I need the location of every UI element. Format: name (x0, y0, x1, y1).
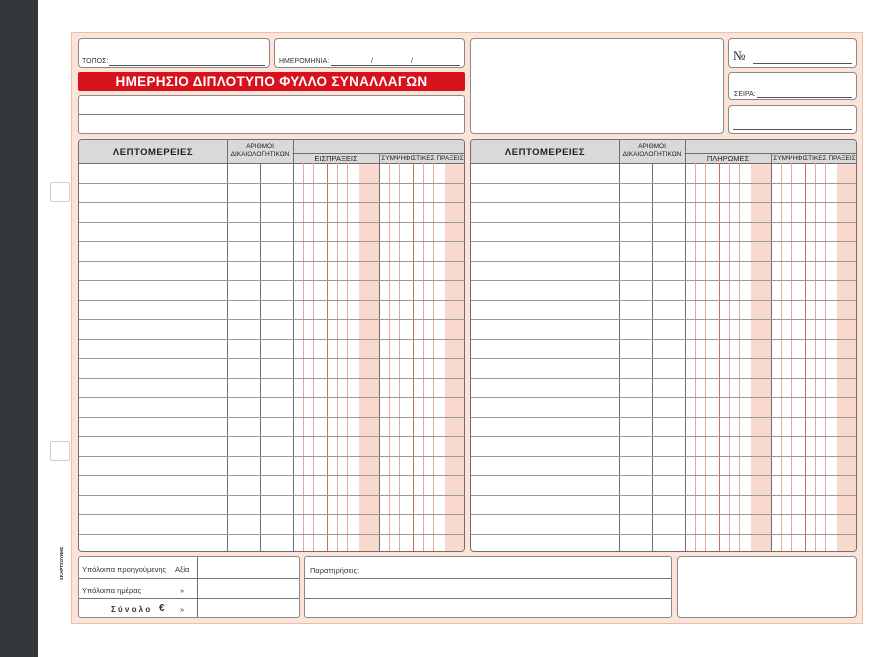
ledger-row-line (471, 397, 856, 398)
day-balance-label: Υπόλοιπα ημέρας (82, 586, 142, 595)
ledger-row-line (471, 222, 856, 223)
extra-underline (733, 129, 852, 130)
value-label: Αξία (175, 565, 190, 574)
ledger-row-line (79, 417, 464, 418)
extra-field[interactable] (728, 105, 857, 134)
remarks-line-1 (305, 578, 671, 579)
ledger-row-line (79, 339, 464, 340)
payments-decimal-band (751, 155, 771, 551)
number-field[interactable] (728, 38, 857, 68)
payments-offset-header: ΣΥΜΨΗΦΙΣΤΙΚΕΣ ΠΡΑΞΕΙΣ (773, 155, 856, 162)
ledger-row-line (79, 261, 464, 262)
ledger-row-line (471, 514, 856, 515)
ledger-row-line (471, 319, 856, 320)
number-underline (753, 63, 852, 64)
series-field[interactable] (728, 72, 857, 100)
total-value[interactable] (197, 598, 299, 618)
signature-box[interactable] (677, 556, 857, 618)
payments-offset-decimal-band (837, 155, 857, 551)
binding-strip (0, 0, 38, 657)
ledger-row-line (79, 319, 464, 320)
day-balance-value[interactable] (197, 578, 299, 598)
ledger-row-line (471, 241, 856, 242)
payments-details-header: ΛΕΠΤΟΜΕΡΕΙΕΣ (504, 147, 586, 158)
ledger-row-line (471, 280, 856, 281)
payments-amount-header: ΠΛΗΡΩΜΕΣ (706, 154, 750, 163)
ledger-row-line (79, 475, 464, 476)
ledger-row-line (79, 280, 464, 281)
stamp-area (470, 38, 724, 134)
form-title: ΗΜΕΡΗΣΙΟ ΔΙΠΛΟΤΥΠΟ ΦΥΛΛΟ ΣΥΝΑΛΛΑΓΩΝ (78, 72, 465, 91)
ledger-row-line (79, 202, 464, 203)
receipts-details-header: ΛΕΠΤΟΜΕΡΕΙΕΣ (112, 147, 194, 158)
euro-sign: € (159, 603, 165, 614)
ledger-row-line (79, 300, 464, 301)
total-label: Σ ύ ν ο λ ο (111, 605, 151, 614)
ledger-row-line (79, 358, 464, 359)
ledger-row-line (471, 202, 856, 203)
place-field[interactable] (78, 38, 270, 68)
place-label: ΤΟΠΟΣ: (82, 58, 109, 65)
ledger-row-line (79, 378, 464, 379)
ledger-row-line (79, 436, 464, 437)
payments-table (470, 139, 857, 552)
series-underline (757, 97, 852, 98)
ledger-row-line (79, 241, 464, 242)
prev-balance-value[interactable] (197, 557, 299, 578)
ledger-row-line (471, 378, 856, 379)
ledger-row-line (471, 436, 856, 437)
payments-header-base (471, 163, 856, 164)
remarks-line-2 (305, 598, 671, 599)
ledger-row-line (471, 183, 856, 184)
receipts-col-divider-4 (379, 154, 380, 551)
receipts-top-header-bg (293, 140, 464, 153)
ledger-row-line (79, 183, 464, 184)
receipts-offset-header: ΣΥΜΨΗΦΙΣΤΙΚΕΣ ΠΡΑΞΕΙΣ (381, 155, 464, 162)
number-label: № (733, 48, 746, 63)
form-sheet (71, 32, 863, 624)
ledger-row-line (471, 534, 856, 535)
receipts-header-base (79, 163, 464, 164)
balances-box (78, 556, 300, 618)
ledger-row-line (471, 417, 856, 418)
address-field[interactable] (78, 95, 465, 134)
date-underline (331, 65, 460, 66)
date-label: ΗΜΕΡΟΜΗΝΙΑ: (279, 58, 330, 65)
ditto-mark-1: » (180, 586, 185, 595)
ditto-mark-2: » (180, 605, 185, 614)
payments-top-header-bg (685, 140, 856, 153)
address-divider (79, 114, 464, 115)
prev-balance-label: Υπόλοιπα προηγούμενης (82, 565, 167, 574)
receipts-docs-header: ΑΡΙΘΜΟΙ ΔΙΚΑΙΟΛΟΓΗΤΙΚΩΝ (230, 143, 290, 158)
punch-hole-top (50, 182, 70, 202)
ledger-row-line (79, 456, 464, 457)
receipts-offset-decimal-band (445, 155, 465, 551)
vendor-mark: ΣΚΑΡΤΣΟΥΝΗΣ (59, 546, 64, 580)
ledger-row-line (79, 222, 464, 223)
receipts-table (78, 139, 465, 552)
ledger-row-line (471, 261, 856, 262)
ledger-row-line (79, 495, 464, 496)
ledger-row-line (471, 456, 856, 457)
remarks-label: Παρατηρήσεις: (310, 566, 360, 575)
ledger-row-line (79, 514, 464, 515)
ledger-row-line (471, 339, 856, 340)
ledger-row-line (79, 397, 464, 398)
date-separator-2: / (411, 58, 413, 65)
ledger-row-line (79, 534, 464, 535)
date-field[interactable] (274, 38, 465, 68)
punch-hole-bottom (50, 441, 70, 461)
ledger-row-line (471, 358, 856, 359)
payments-docs-header: ΑΡΙΘΜΟΙ ΔΙΚΑΙΟΛΟΓΗΤΙΚΩΝ (622, 143, 682, 158)
receipts-amount-header: ΕΙΣΠΡΑΞΕΙΣ (314, 154, 358, 163)
remarks-field[interactable] (304, 556, 672, 618)
ledger-row-line (471, 475, 856, 476)
place-underline (109, 65, 265, 66)
date-separator-1: / (371, 58, 373, 65)
ledger-row-line (471, 300, 856, 301)
receipts-decimal-band (359, 155, 379, 551)
payments-col-divider-4 (771, 154, 772, 551)
series-label: ΣΕΙΡΑ: (734, 91, 756, 98)
ledger-row-line (471, 495, 856, 496)
